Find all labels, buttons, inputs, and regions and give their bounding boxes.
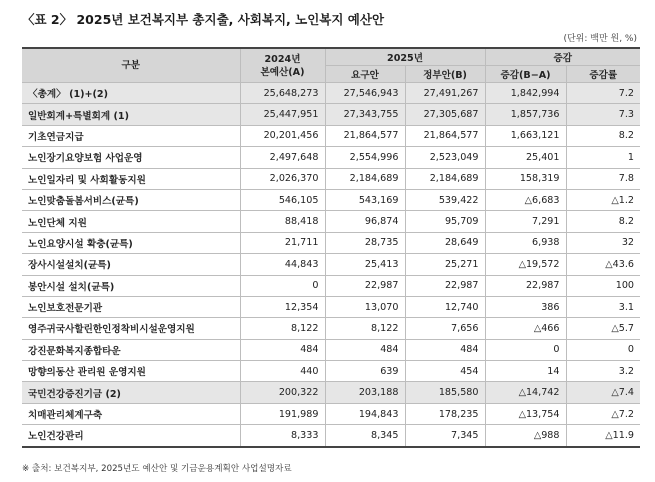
cell-govt: 12,740 bbox=[405, 296, 485, 317]
table-row bbox=[22, 232, 640, 253]
cell-a2024: 191,989 bbox=[240, 403, 325, 424]
cell-a2024: 546,105 bbox=[240, 189, 325, 210]
cell-a2024: 440 bbox=[240, 361, 325, 382]
table-row bbox=[22, 339, 640, 360]
table-title: 〈표 2〉 2025년 보건복지부 총지출, 사회복지, 노인복지 예산안 bbox=[22, 12, 385, 27]
table-row bbox=[22, 125, 640, 146]
table-row bbox=[22, 382, 640, 403]
cell-govt: 7,656 bbox=[405, 318, 485, 339]
table-row bbox=[22, 318, 640, 339]
cell-a2024: 20,201,456 bbox=[240, 125, 325, 146]
cell-a2024: 44,843 bbox=[240, 254, 325, 275]
cell-diff: 1,842,994 bbox=[485, 83, 566, 104]
cell-rate: 1 bbox=[566, 147, 640, 168]
cell-request: 96,874 bbox=[325, 211, 405, 232]
cell-rate: 7.2 bbox=[566, 83, 640, 104]
cell-a2024: 21,711 bbox=[240, 232, 325, 253]
source-note: ※ 출처: 보건복지부, 2025년도 예산안 및 기금운용계획안 사업설명자료 bbox=[22, 464, 292, 474]
cell-diff: 6,938 bbox=[485, 232, 566, 253]
cell-rate: △1.2 bbox=[566, 189, 640, 210]
cell-rate: △11.9 bbox=[566, 425, 640, 447]
cell-diff: 22,987 bbox=[485, 275, 566, 296]
row-label: 봉안시설 설치(균특) bbox=[22, 275, 240, 296]
cell-diff: 25,401 bbox=[485, 147, 566, 168]
cell-rate: 32 bbox=[566, 232, 640, 253]
table-row bbox=[22, 189, 640, 210]
cell-request: 27,343,755 bbox=[325, 104, 405, 125]
cell-a2024: 25,648,273 bbox=[240, 83, 325, 104]
cell-a2024: 8,333 bbox=[240, 425, 325, 447]
cell-govt: 22,987 bbox=[405, 275, 485, 296]
header-rate: 증감률 bbox=[566, 66, 640, 83]
table-row bbox=[22, 168, 640, 189]
cell-request: 22,987 bbox=[325, 275, 405, 296]
cell-a2024: 2,497,648 bbox=[240, 147, 325, 168]
table-row bbox=[22, 403, 640, 424]
cell-diff: 1,663,121 bbox=[485, 125, 566, 146]
cell-request: 194,843 bbox=[325, 403, 405, 424]
cell-request: 28,735 bbox=[325, 232, 405, 253]
cell-rate: 3.2 bbox=[566, 361, 640, 382]
cell-diff: 1,857,736 bbox=[485, 104, 566, 125]
row-label: 장사시설설치(균특) bbox=[22, 254, 240, 275]
row-label: 노인보호전문기관 bbox=[22, 296, 240, 317]
cell-a2024: 200,322 bbox=[240, 382, 325, 403]
cell-a2024: 2,026,370 bbox=[240, 168, 325, 189]
header-category: 구분 bbox=[22, 48, 240, 83]
cell-a2024: 88,418 bbox=[240, 211, 325, 232]
unit-note: (단위: 백만 원, %) bbox=[563, 34, 637, 44]
cell-diff: △988 bbox=[485, 425, 566, 447]
row-label: 기초연금지급 bbox=[22, 125, 240, 146]
cell-govt: 2,523,049 bbox=[405, 147, 485, 168]
cell-govt: 539,422 bbox=[405, 189, 485, 210]
table-row bbox=[22, 104, 640, 125]
cell-diff: △14,742 bbox=[485, 382, 566, 403]
table-row bbox=[22, 211, 640, 232]
cell-diff: △13,754 bbox=[485, 403, 566, 424]
cell-a2024: 25,447,951 bbox=[240, 104, 325, 125]
table-body bbox=[22, 83, 640, 447]
row-label: 노인일자리 및 사회활동지원 bbox=[22, 168, 240, 189]
table-row bbox=[22, 361, 640, 382]
cell-govt: 178,235 bbox=[405, 403, 485, 424]
cell-request: 8,345 bbox=[325, 425, 405, 447]
cell-rate: 100 bbox=[566, 275, 640, 296]
row-label: 〈총계〉 (1)+(2) bbox=[22, 83, 240, 104]
row-label: 일반회계+특별회계 (1) bbox=[22, 104, 240, 125]
header-2024-budget bbox=[240, 48, 325, 83]
cell-govt: 95,709 bbox=[405, 211, 485, 232]
row-label: 치매관리체계구축 bbox=[22, 403, 240, 424]
cell-request: 27,546,943 bbox=[325, 83, 405, 104]
header-diff: 증감(B−A) bbox=[485, 66, 566, 83]
cell-govt: 185,580 bbox=[405, 382, 485, 403]
cell-rate: △7.2 bbox=[566, 403, 640, 424]
cell-rate: △5.7 bbox=[566, 318, 640, 339]
cell-request: 21,864,577 bbox=[325, 125, 405, 146]
cell-a2024: 12,354 bbox=[240, 296, 325, 317]
cell-a2024: 0 bbox=[240, 275, 325, 296]
budget-table bbox=[22, 47, 640, 448]
cell-govt: 484 bbox=[405, 339, 485, 360]
cell-request: 2,184,689 bbox=[325, 168, 405, 189]
cell-request: 25,413 bbox=[325, 254, 405, 275]
cell-a2024: 8,122 bbox=[240, 318, 325, 339]
cell-request: 13,070 bbox=[325, 296, 405, 317]
row-label: 노인맞춤돌봄서비스(균특) bbox=[22, 189, 240, 210]
table-row bbox=[22, 83, 640, 104]
cell-rate: 7.8 bbox=[566, 168, 640, 189]
cell-govt: 454 bbox=[405, 361, 485, 382]
row-label: 노인장기요양보험 사업운영 bbox=[22, 147, 240, 168]
cell-request: 8,122 bbox=[325, 318, 405, 339]
cell-rate: 8.2 bbox=[566, 125, 640, 146]
row-label: 국민건강증진기금 (2) bbox=[22, 382, 240, 403]
header-2025-group: 2025년 bbox=[325, 48, 485, 66]
cell-govt: 2,184,689 bbox=[405, 168, 485, 189]
row-label: 노인단체 지원 bbox=[22, 211, 240, 232]
table-row bbox=[22, 254, 640, 275]
cell-diff: 158,319 bbox=[485, 168, 566, 189]
cell-govt: 27,305,687 bbox=[405, 104, 485, 125]
row-label: 노인건강관리 bbox=[22, 425, 240, 447]
cell-request: 2,554,996 bbox=[325, 147, 405, 168]
cell-request: 203,188 bbox=[325, 382, 405, 403]
cell-diff: △466 bbox=[485, 318, 566, 339]
header-govt: 정부안(B) bbox=[405, 66, 485, 83]
cell-diff: 0 bbox=[485, 339, 566, 360]
cell-rate: 8.2 bbox=[566, 211, 640, 232]
cell-request: 639 bbox=[325, 361, 405, 382]
cell-govt: 25,271 bbox=[405, 254, 485, 275]
header-request: 요구안 bbox=[325, 66, 405, 83]
cell-rate: 7.3 bbox=[566, 104, 640, 125]
table-row bbox=[22, 147, 640, 168]
cell-request: 484 bbox=[325, 339, 405, 360]
row-label: 영주귀국사할린한인정착비시설운영지원 bbox=[22, 318, 240, 339]
cell-rate: 0 bbox=[566, 339, 640, 360]
row-label: 강진문화복지종합타운 bbox=[22, 339, 240, 360]
cell-rate: 3.1 bbox=[566, 296, 640, 317]
table-row bbox=[22, 275, 640, 296]
row-label: 노인요양시설 확충(균특) bbox=[22, 232, 240, 253]
header-change-group: 증감 bbox=[485, 48, 640, 66]
table-row bbox=[22, 425, 640, 447]
cell-rate: △7.4 bbox=[566, 382, 640, 403]
cell-diff: 386 bbox=[485, 296, 566, 317]
cell-govt: 21,864,577 bbox=[405, 125, 485, 146]
row-label: 망향의동산 관리원 운영지원 bbox=[22, 361, 240, 382]
table-row bbox=[22, 296, 640, 317]
header-2024-label: 2024년 본예산(A) bbox=[260, 53, 305, 78]
cell-diff: △6,683 bbox=[485, 189, 566, 210]
cell-a2024: 484 bbox=[240, 339, 325, 360]
cell-diff: △19,572 bbox=[485, 254, 566, 275]
cell-govt: 28,649 bbox=[405, 232, 485, 253]
cell-govt: 27,491,267 bbox=[405, 83, 485, 104]
cell-diff: 7,291 bbox=[485, 211, 566, 232]
cell-request: 543,169 bbox=[325, 189, 405, 210]
cell-diff: 14 bbox=[485, 361, 566, 382]
cell-govt: 7,345 bbox=[405, 425, 485, 447]
cell-rate: △43.6 bbox=[566, 254, 640, 275]
